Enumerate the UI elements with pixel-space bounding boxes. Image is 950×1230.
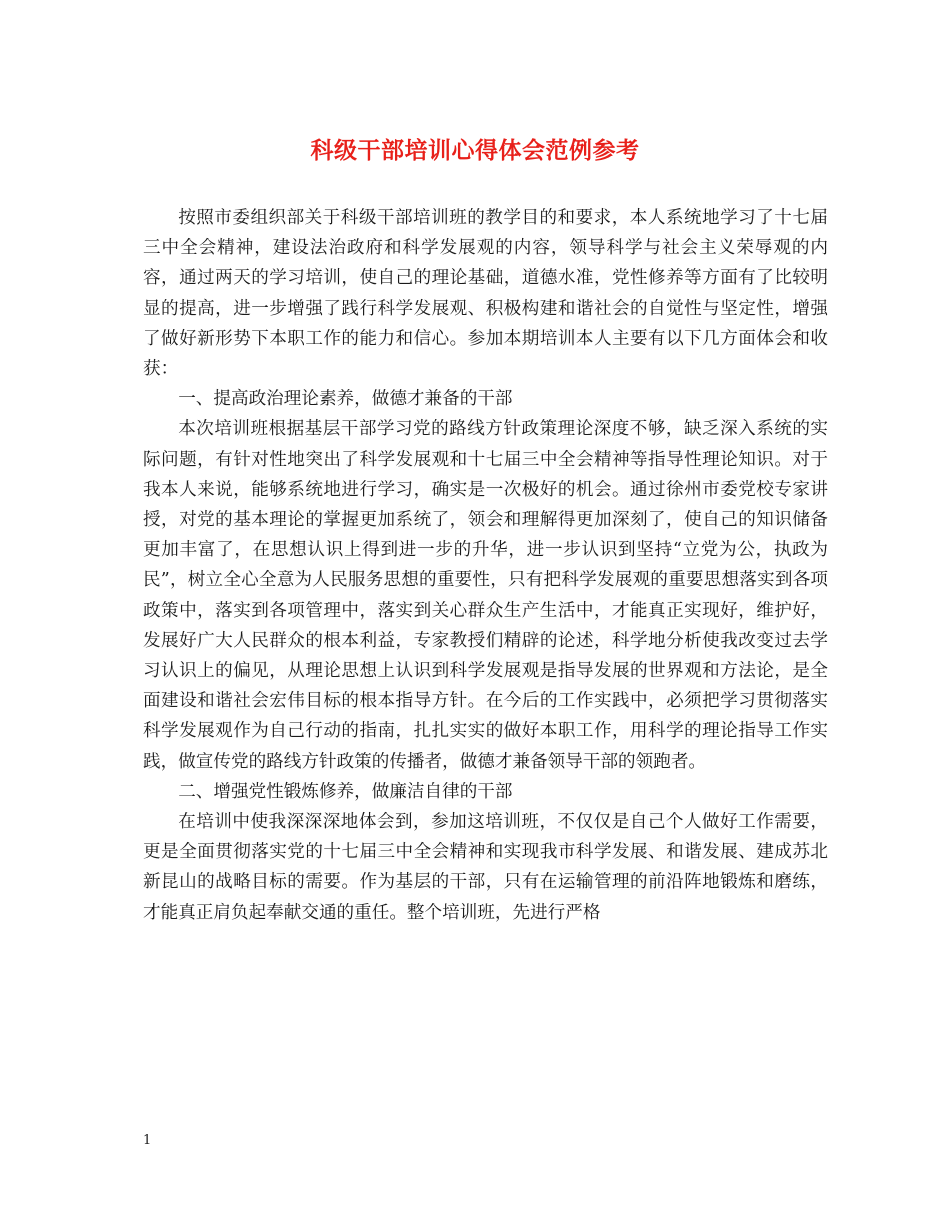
section-heading-2: 二、增强党性锻炼修养，做廉洁自律的干部 — [178, 781, 513, 802]
section-heading-1: 一、提高政治理论素养，做德才兼备的干部 — [178, 389, 513, 410]
paragraph-intro: 按照市委组织部关于科级干部培训班的教学目的和要求，本人系统地学习了十七届三中全会精神，建设法治政府和科学发展观的内容，领导科学与社会主义荣辱观的内容，通过两天的学习培训，使自己的理论基础，道德水准，党性修养等方面有了比较明显的提高，进一步增强了践行科学发展观、积极构建和谐社会的自觉性与坚定性，增强了做好新形势下本职工作的能力和信心。参加本期培训本人主要有以下几方面体会和收获： — [143, 208, 828, 380]
document-body — [143, 203, 828, 928]
page-number: 1 — [143, 1133, 152, 1148]
paragraph-section-2: 在培训中使我深深深地体会到，参加这培训班，不仅仅是自己个人做好工作需要，更是全面贯彻落实党的十七届三中全会精神和实现我市科学发展、和谐发展、建成苏北新昆山的战略目标的需要。作为基层的干部，只有在运输管理的前沿阵地锻炼和磨练，才能真正肩负起奉献交通的重任。整个培训班，先进行严格 — [143, 812, 828, 923]
paragraph-section-1: 本次培训班根据基层干部学习党的路线方针政策理论深度不够，缺乏深入系统的实际问题，有针对性地突出了科学发展观和十七届三中全会精神等指导性理论知识。对于我本人来说，能够系统地进行学习，确实是一次极好的机会。通过徐州市委党校专家讲授，对党的基本理论的掌握更加系统了，领会和理解得更加深刻了，使自己的知识储备更加丰富了，在思想认识上得到进一步的升华，进一步认识到坚持“立党为公，执政为民”，树立全心全意为人民服务思想的重要性，只有把科学发展观的重要思想落实到各项政策中，落实到各项管理中，落实到关心群众生产生活中，才能真正实现好，维护好，发展好广大人民群众的根本利益，专家教授们精辟的论述，科学地分析使我改变过去学习认识上的偏见，从理论思想上认识到科学发展观是指导发展的世界观和方法论，是全面建设和谐社会宏伟目标的根本指导方针。在今后的工作实践中，必须把学习贯彻落实科学发展观作为自己行动的指南，扎扎实实的做好本职工作，用科学的理论指导工作实践，做宣传党的路线方针政策的传播者，做德才兼备领导干部的领跑者。 — [143, 419, 828, 772]
document-title: 科级干部培训心得体会范例参考 — [310, 137, 640, 164]
